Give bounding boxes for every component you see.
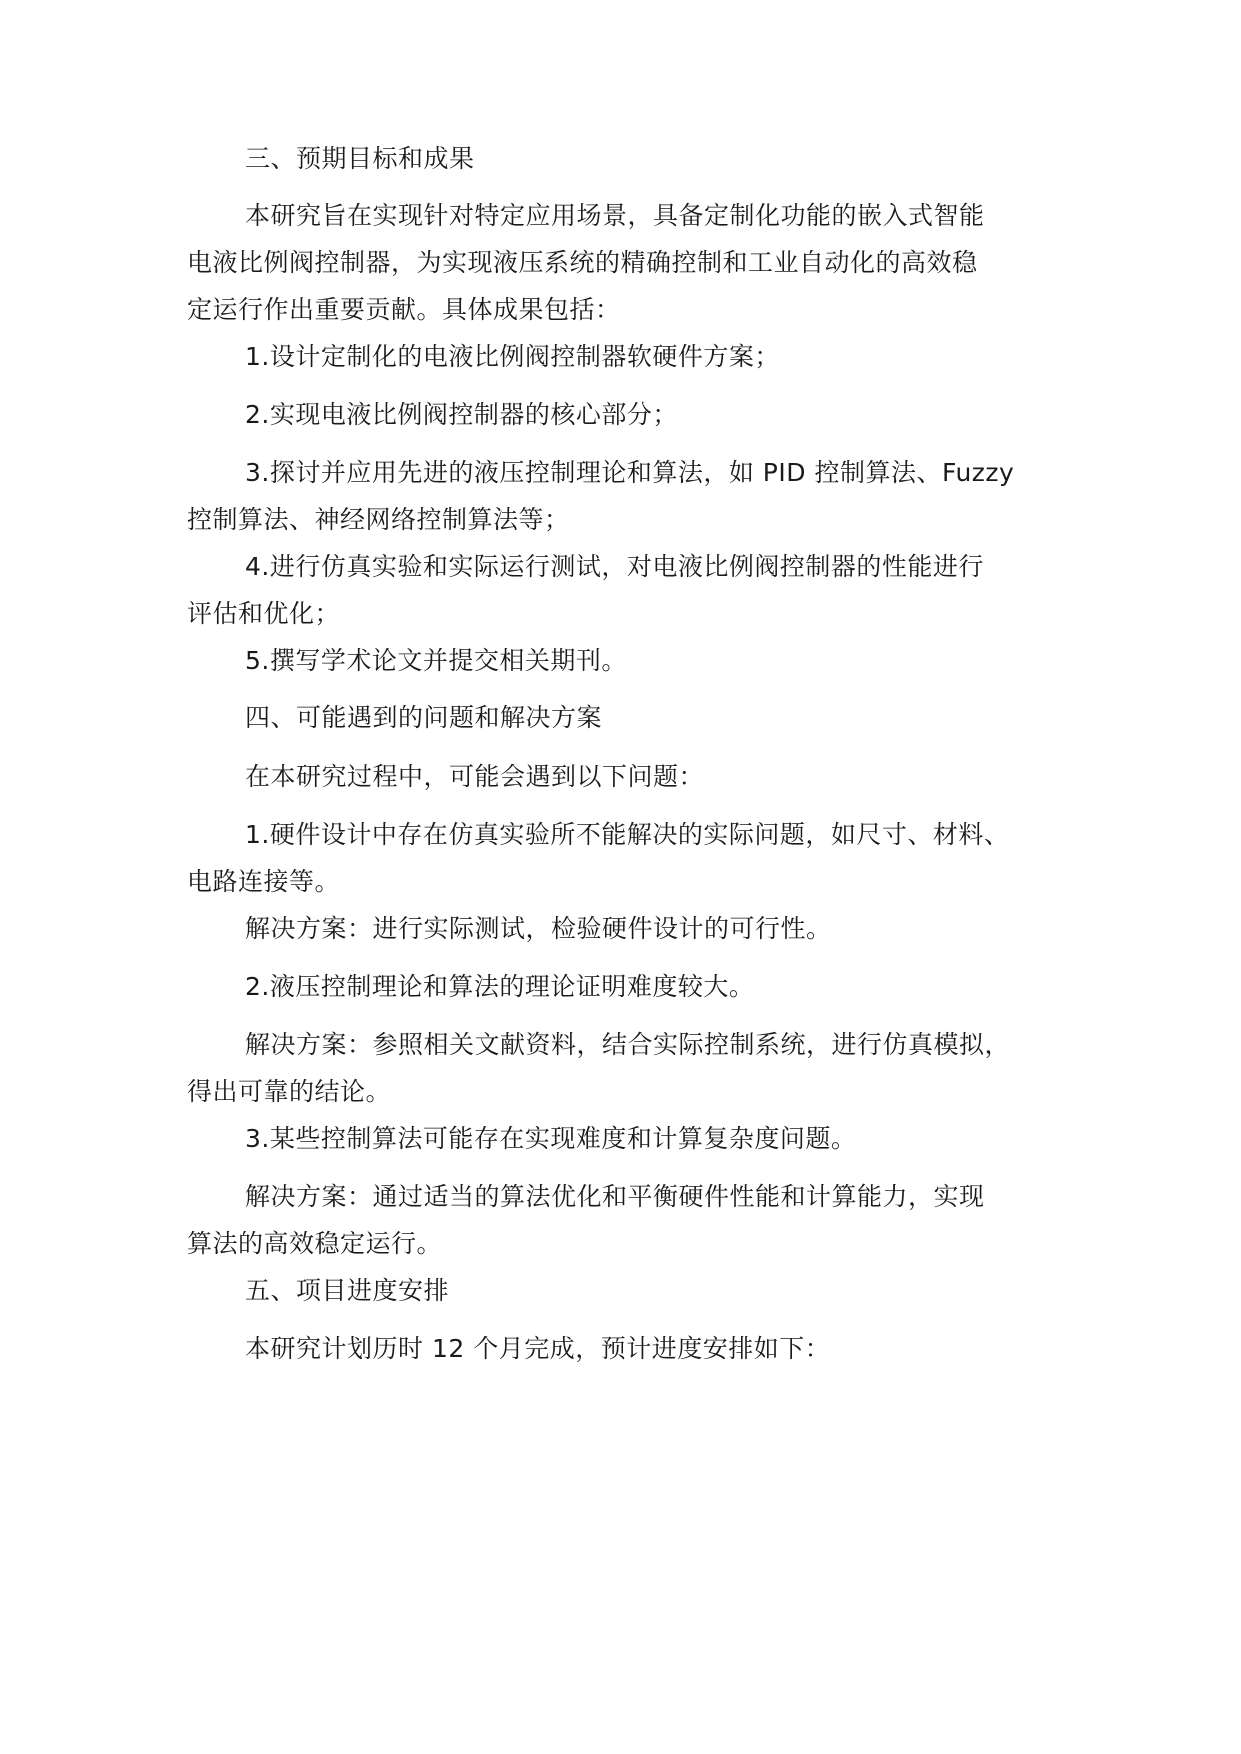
list-item-problem-2 xyxy=(187,963,1087,1010)
text-line: 三、预期目标和成果 xyxy=(245,144,475,173)
text-line: 控制算法、神经网络控制算法等； xyxy=(187,505,570,534)
text-line: 4.进行仿真实验和实际运行测试，对电液比例阀控制器的性能进行 xyxy=(245,552,984,581)
list-item-outcome-1 xyxy=(187,333,1087,380)
list-item-problem-3 xyxy=(187,1115,1087,1162)
list-item-outcome-3 xyxy=(187,449,1087,543)
paragraph-schedule-intro xyxy=(187,1325,1087,1372)
list-item-outcome-2 xyxy=(187,391,1087,438)
text-line: 2.实现电液比例阀控制器的核心部分； xyxy=(245,400,678,429)
text-line: 本研究旨在实现针对特定应用场景，具备定制化功能的嵌入式智能 xyxy=(245,201,985,230)
paragraph-problems-intro xyxy=(187,753,1087,800)
text-line: 解决方案：进行实际测试，检验硬件设计的可行性。 xyxy=(245,914,832,943)
paragraph-research-aim xyxy=(187,192,1087,333)
text-line: 1.硬件设计中存在仿真实验所不能解决的实际问题，如尺寸、材料、 xyxy=(245,820,1010,849)
list-item-outcome-4 xyxy=(187,543,1087,637)
solution-2 xyxy=(187,1021,1087,1115)
text-line: 定运行作出重要贡献。具体成果包括： xyxy=(187,295,621,324)
text-line: 2.液压控制理论和算法的理论证明难度较大。 xyxy=(245,972,755,1001)
list-item-outcome-5 xyxy=(187,637,1087,684)
section-heading-expected-goals xyxy=(187,135,1087,182)
text-line: 本研究计划历时 12 个月完成，预计进度安排如下： xyxy=(245,1334,831,1363)
text-line: 解决方案：参照相关文献资料，结合实际控制系统，进行仿真模拟， xyxy=(245,1030,1011,1059)
list-item-problem-1 xyxy=(187,811,1087,905)
solution-1 xyxy=(187,905,1087,952)
text-line: 评估和优化； xyxy=(187,599,341,628)
text-line: 电路连接等。 xyxy=(187,867,341,896)
text-line: 解决方案：通过适当的算法优化和平衡硬件性能和计算能力，实现 xyxy=(245,1182,985,1211)
text-line: 1.设计定制化的电液比例阀控制器软硬件方案； xyxy=(245,342,780,371)
section-heading-schedule xyxy=(187,1267,1087,1314)
text-line: 得出可靠的结论。 xyxy=(187,1077,392,1106)
text-line: 电液比例阀控制器，为实现液压系统的精确控制和工业自动化的高效稳 xyxy=(187,248,978,277)
solution-3 xyxy=(187,1173,1087,1267)
text-line: 5.撰写学术论文并提交相关期刊。 xyxy=(245,646,627,675)
text-line: 在本研究过程中，可能会遇到以下问题： xyxy=(245,762,705,791)
text-line: 算法的高效稳定运行。 xyxy=(187,1229,443,1258)
section-heading-problems xyxy=(187,694,1087,741)
text-line: 3.某些控制算法可能存在实现难度和计算复杂度问题。 xyxy=(245,1124,857,1153)
text-line: 四、可能遇到的问题和解决方案 xyxy=(245,703,603,732)
text-line: 3.探讨并应用先进的液压控制理论和算法，如 PID 控制算法、Fuzzy xyxy=(245,458,1015,487)
text-line: 五、项目进度安排 xyxy=(245,1276,450,1305)
